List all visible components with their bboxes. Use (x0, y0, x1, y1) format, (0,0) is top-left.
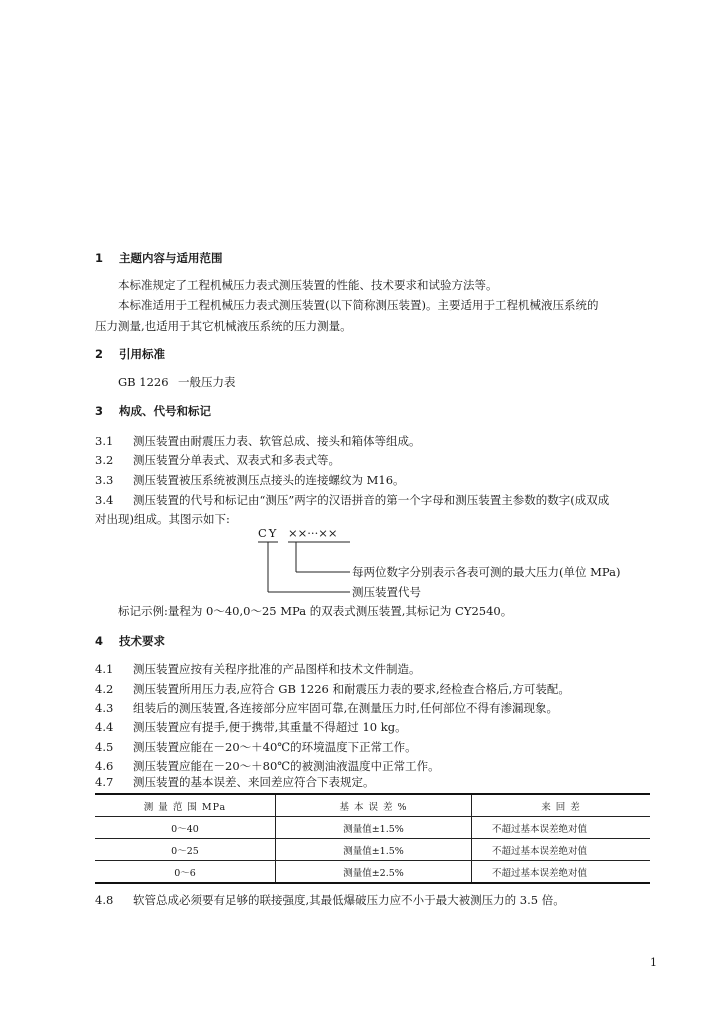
item-4-2 (95, 681, 570, 697)
item-4-4 (95, 719, 407, 735)
table-header-error: 基 本 误 差 % (276, 794, 472, 817)
section-2-title: 引用标准 (119, 347, 165, 361)
item-text: 组装后的测压装置,各连接部分应牢固可靠,在测量压力时,任何部位不得有渗漏现象。 (133, 701, 558, 715)
diagram-code: CY (258, 526, 279, 540)
item-number: 4.7 (95, 775, 114, 789)
table-cell-hysteresis: 不超过基本误差绝对值 (472, 861, 651, 884)
table-cell-error: 测量值±1.5% (276, 817, 472, 839)
section-4-heading (95, 633, 165, 649)
item-text: 测压装置应有提手,便于携带,其重量不得超过 10 kg。 (133, 720, 407, 734)
table-cell-hysteresis: 不超过基本误差绝对值 (472, 839, 651, 861)
table-row (95, 839, 650, 861)
section-1-number: 1 (95, 251, 104, 265)
table-header-range: 测 量 范 围 MPa (95, 794, 276, 817)
table-cell-hysteresis: 不超过基本误差绝对值 (472, 817, 651, 839)
item-text: 测压装置应能在－20～＋80℃的被测油液温度中正常工作。 (133, 759, 440, 773)
item-text: 测压装置由耐震压力表、软管总成、接头和箱体等组成。 (133, 434, 421, 448)
table-cell-range: 0～40 (95, 817, 276, 839)
item-text: 测压装置应能在－20～＋40℃的环境温度下正常工作。 (133, 740, 417, 754)
section-3-number: 3 (95, 404, 104, 418)
table-header-hysteresis: 来 回 差 (472, 794, 651, 817)
reference-title: 一般压力表 (178, 375, 236, 389)
diagram-param-label: 每两位数字分别表示各表可测的最大压力(单位 MPa) (352, 565, 621, 579)
spec-table (95, 793, 650, 884)
section-1-title: 主题内容与适用范围 (119, 251, 223, 265)
item-text: 测压装置应按有关程序批准的产品图样和技术文件制造。 (133, 662, 421, 676)
section-2-number: 2 (95, 347, 104, 361)
section-4-number: 4 (95, 634, 104, 648)
section-1-paragraph-2: 本标准适用于工程机械压力表式测压装置(以下简称测压装置)。主要适用于工程机械液压系统的 (118, 298, 599, 312)
item-number: 4.1 (95, 662, 114, 676)
diagram-param: ××···×× (288, 526, 338, 540)
table-row (95, 861, 650, 884)
item-number: 4.6 (95, 759, 114, 773)
table-cell-range: 0～6 (95, 861, 276, 884)
section-1-paragraph-1: 本标准规定了工程机械压力表式测压装置的性能、技术要求和试验方法等。 (118, 278, 498, 292)
diagram-code-label: 测压装置代号 (352, 585, 421, 599)
item-number: 4.4 (95, 720, 114, 734)
item-3-4-cont: 对出现)组成。其图示如下: (95, 512, 230, 526)
section-3-title: 构成、代号和标记 (119, 404, 211, 418)
item-number: 4.8 (95, 893, 114, 907)
section-4-title: 技术要求 (119, 634, 165, 648)
table-cell-error: 测量值±2.5% (276, 861, 472, 884)
item-number: 4.3 (95, 701, 114, 715)
item-4-6 (95, 758, 440, 774)
table-row (95, 817, 650, 839)
table-cell-error: 测量值±1.5% (276, 839, 472, 861)
item-text: 测压装置的代号和标记由“测压”两字的汉语拼音的第一个字母和测压装置主参数的数字(成双成 (133, 493, 610, 507)
item-number: 4.5 (95, 740, 114, 754)
item-text: 测压装置的基本误差、来回差应符合下表规定。 (133, 775, 375, 789)
item-text: 测压装置分单表式、双表式和多表式等。 (133, 453, 340, 467)
item-number: 3.4 (95, 493, 114, 507)
item-4-3 (95, 700, 558, 716)
table-header-row (95, 794, 650, 817)
item-text: 测压装置所用压力表,应符合 GB 1226 和耐震压力表的要求,经检查合格后,方可装配。 (133, 682, 570, 696)
item-number: 3.3 (95, 473, 114, 487)
item-4-8 (95, 892, 565, 908)
item-4-1 (95, 661, 421, 677)
item-text: 测压装置被压系统被测压点接头的连接螺纹为 M16。 (133, 473, 405, 487)
reference-code: GB 1226 (118, 375, 169, 389)
item-number: 3.1 (95, 434, 114, 448)
section-1-paragraph-2-cont: 压力测量,也适用于其它机械液压系统的压力测量。 (95, 319, 352, 333)
table-cell-range: 0～25 (95, 839, 276, 861)
item-4-7 (95, 774, 375, 790)
item-number: 3.2 (95, 453, 114, 467)
marking-example: 标记示例:量程为 0～40,0～25 MPa 的双表式测压装置,其标记为 CY2540。 (118, 604, 513, 618)
page-number: 1 (650, 956, 657, 969)
item-4-5 (95, 739, 417, 755)
item-text: 软管总成必须要有足够的联接强度,其最低爆破压力应不小于最大被测压力的 3.5 倍。 (133, 893, 565, 907)
item-number: 4.2 (95, 682, 114, 696)
